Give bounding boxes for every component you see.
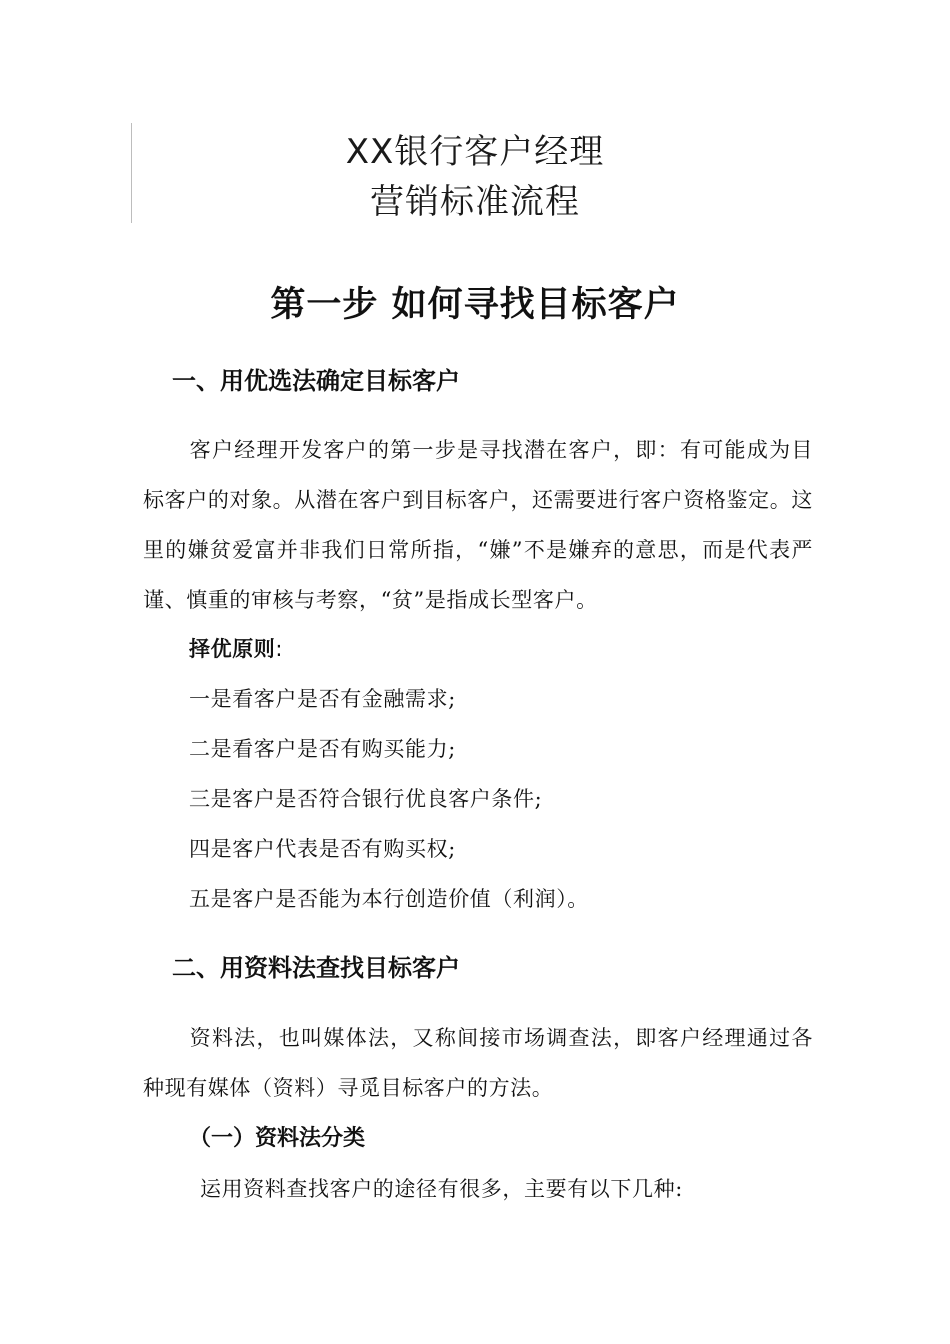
section-heading-2: 二、用资料法查找目标客户	[172, 954, 460, 982]
principle-label	[189, 632, 283, 666]
document-title-line1: XX银行客户经理	[345, 132, 605, 172]
principle-item: 五是客户是否能为本行创造价值（利润）。	[189, 887, 589, 911]
step-heading: 第一步 如何寻找目标客户	[270, 285, 680, 325]
section-1-paragraph-text: 客户经理开发客户的第一步是寻找潜在客户，即：有可能成为目标客户的对象。从潜在客户到目标客户，还需要进行客户资格鉴定。这里的嫌贫爱富并非我们日常所指，“嫌”不是嫌弃的意思，而是代表严谨、慎重的审核与考察，“贫”是指成长型客户。	[143, 438, 813, 612]
principle-item: 四是客户代表是否有购买权;	[189, 837, 456, 861]
section-1-paragraph	[143, 425, 813, 625]
principle-item: 一是看客户是否有金融需求;	[189, 687, 456, 711]
principle-item: 三是客户是否符合银行优良客户条件;	[189, 787, 543, 811]
section-heading-1: 一、用优选法确定目标客户	[172, 367, 460, 395]
subsection-intro-line: 运用资料查找客户的途径有很多，主要有以下几种:	[200, 1177, 683, 1201]
principle-label-text: 择优原则	[189, 637, 276, 661]
principle-item: 二是看客户是否有购买能力;	[189, 737, 456, 761]
document-title-line2: 营销标准流程	[370, 182, 580, 222]
principle-label-colon: :	[275, 637, 284, 661]
section-2-paragraph-text: 资料法，也叫媒体法，又称间接市场调查法，即客户经理通过各种现有媒体（资料）寻觅目标客户的方法。	[143, 1026, 813, 1100]
section-2-paragraph	[143, 1013, 813, 1113]
subsection-heading: （一）资料法分类	[189, 1126, 366, 1151]
